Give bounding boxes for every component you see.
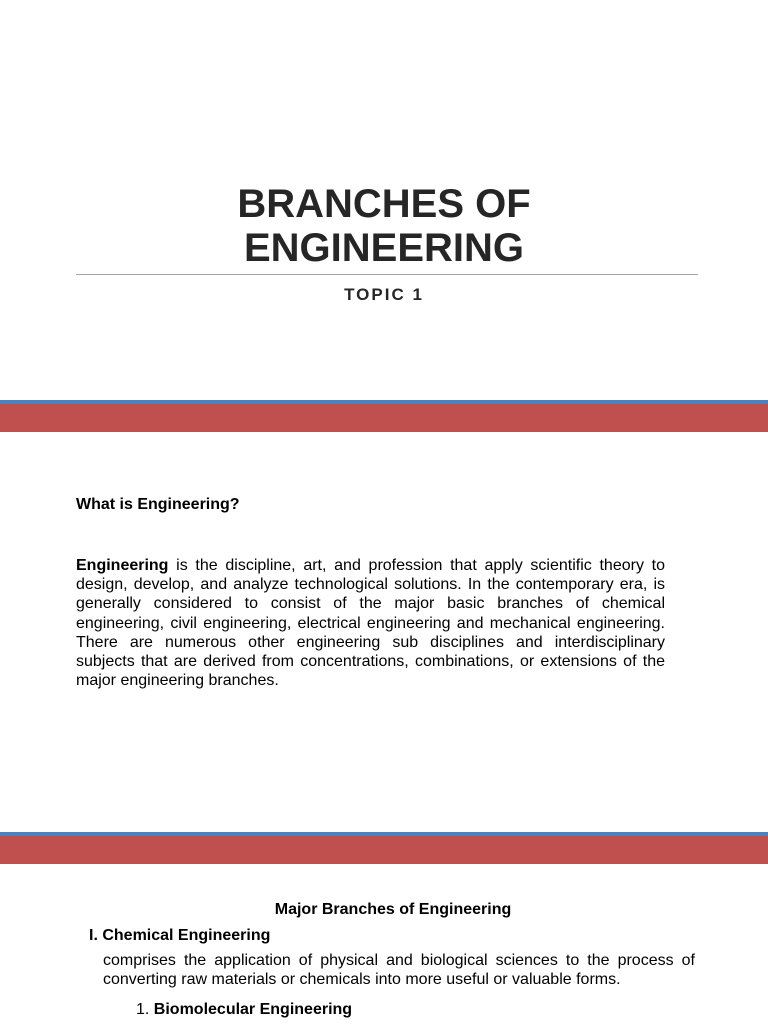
page-separator (0, 832, 768, 864)
title-divider (76, 274, 698, 275)
title-line-1: BRANCHES OF (237, 182, 531, 226)
document-subtitle: TOPIC 1 (344, 285, 424, 304)
paragraph-bold-term: Engineering (76, 557, 169, 574)
definition-page (0, 432, 768, 832)
sub-branch-number: 1. (136, 1001, 150, 1018)
branches-page (0, 864, 768, 1024)
section-question: What is Engineering? (76, 496, 240, 513)
page-separator (0, 400, 768, 432)
branch-description: comprises the application of physical and biological sciences to the process of converting raw materials or chemicals into more useful or valuable forms. (103, 952, 695, 989)
title-line-2: ENGINEERING (243, 226, 525, 270)
separator-red-band (0, 404, 768, 432)
paragraph-body: is the discipline, art, and profession that apply scientific theory to design, develop, and analyze technological solutions. In the contemporary era, is generally considered to consist of the major basic branches of chemical engineering, civil engineering, electrical engineering and mechanical engineering. There are numerous other engineering sub disciplines and interdisciplinary subjects that are derived from concentrations, combinations, or extensions of the major engineering branches. (76, 557, 665, 690)
branches-heading: Major Branches of Engineering (274, 901, 512, 918)
document-title (0, 182, 768, 270)
sub-branch-label: Biomolecular Engineering (153, 1001, 353, 1018)
branch-heading-chemical: I. Chemical Engineering (89, 927, 271, 944)
separator-red-band (0, 836, 768, 864)
title-page (0, 0, 768, 400)
sub-branch-item (136, 1001, 352, 1019)
definition-paragraph (76, 556, 665, 690)
